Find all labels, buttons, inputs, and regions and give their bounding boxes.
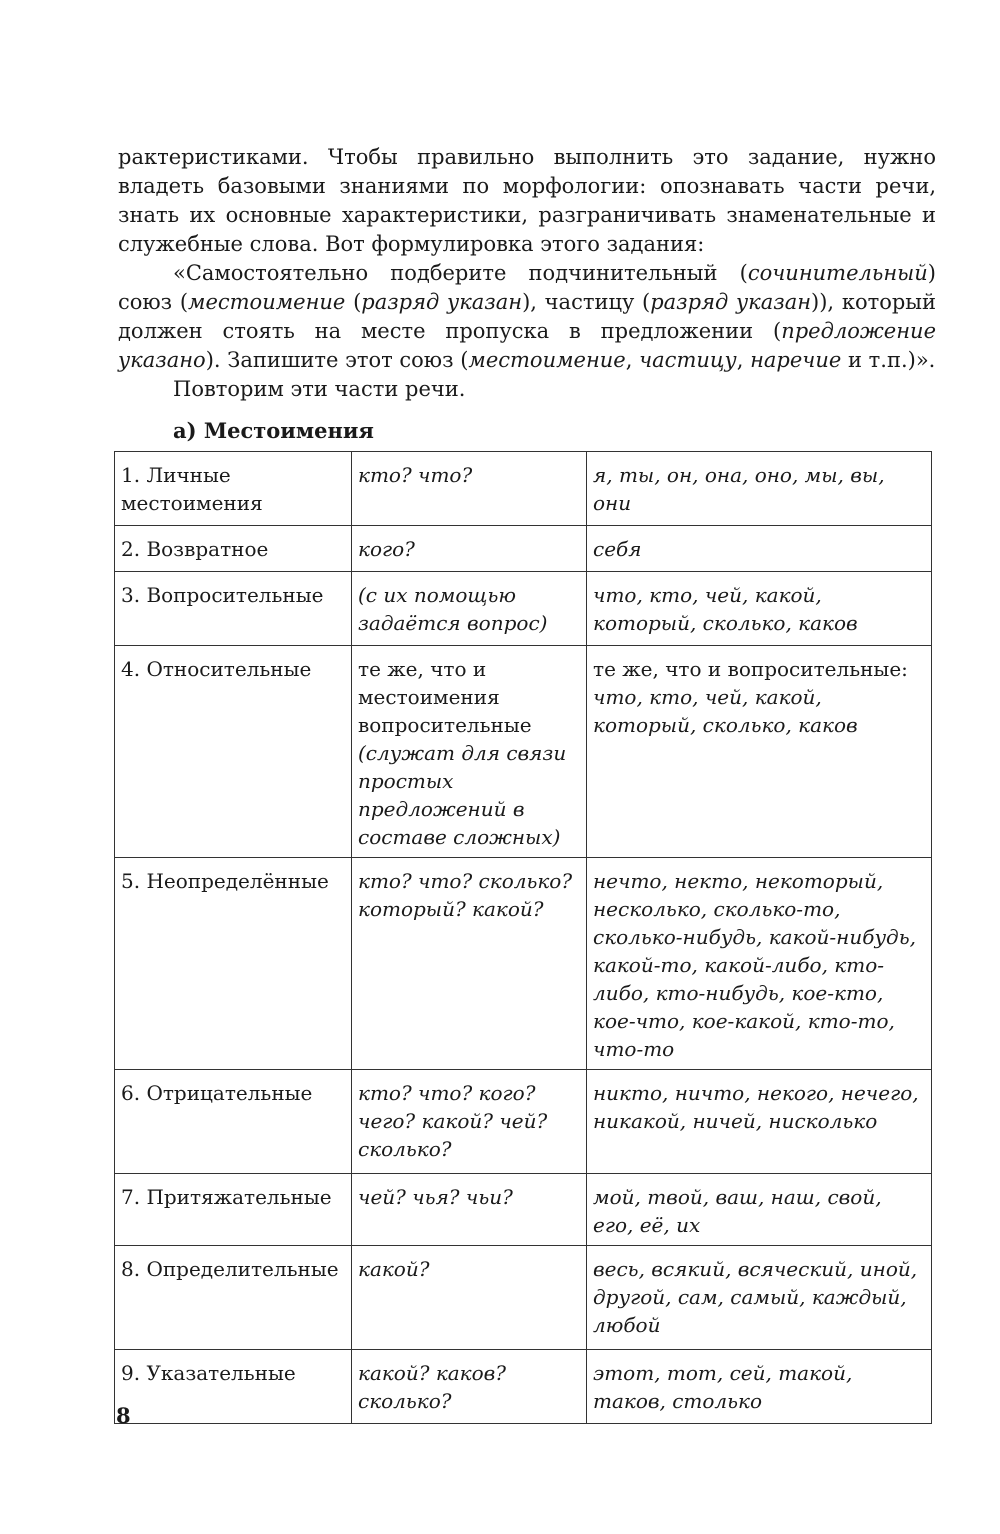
repeat-line: Повторим эти части речи. [173, 377, 466, 401]
category-cell: 7. Притяжательные [115, 1174, 352, 1246]
pronouns-table [114, 451, 932, 1424]
examples-cell: этот, тот, сей, такой, таков, столько [587, 1350, 932, 1424]
category-cell: 4. Относительные [115, 646, 352, 858]
examples-cell: никто, ничто, некого, нечего, никакой, ничей, нисколько [587, 1070, 932, 1174]
intro-paragraph: рактеристиками. Чтобы правильно выполнить это задание, нужно владеть базовыми знаниями по морфологии: опознавать части речи, знать их основные характеристики, разграничивать знаменательные и служебные слова. Вот формулировка этого задания: [118, 145, 936, 256]
examples-cell: мой, твой, ваш, наш, свой, его, её, их [587, 1174, 932, 1246]
table-row [115, 1350, 932, 1424]
category-cell: 3. Вопросительные [115, 572, 352, 646]
category-cell: 8. Определительные [115, 1246, 352, 1350]
examples-cell: нечто, некто, некоторый, несколько, сколько-то, сколько-нибудь, какой-нибудь, какой-то, какой-либо, кто-либо, кто-нибудь, кое-кто, кое-что, кое-какой, кто-то, что-то [587, 858, 932, 1070]
examples-cell: весь, всякий, всяческий, иной, другой, сам, самый, каждый, любой [587, 1246, 932, 1350]
table-row [115, 526, 932, 572]
table-row [115, 858, 932, 1070]
question-cell: чей? чья? чьи? [352, 1174, 587, 1246]
question-cell: кто? что? сколько? который? какой? [352, 858, 587, 1070]
task-quote: «Самостоятельно подберите подчинительный (сочинительный) союз (местоимение (разряд указан), частицу (разряд указан)), который должен стоять на месте пропуска в предложении (предложение указано). Запишите этот союз (местоимение, частицу, наречие и т.п.)». [118, 261, 936, 372]
table-row [115, 452, 932, 526]
category-cell: 6. Отрицательные [115, 1070, 352, 1174]
text-block [118, 143, 936, 445]
question-cell: кого? [352, 526, 587, 572]
category-cell: 5. Неопределённые [115, 858, 352, 1070]
category-cell: 9. Указательные [115, 1350, 352, 1424]
question-cell: какой? каков? сколько? [352, 1350, 587, 1424]
examples-cell: что, кто, чей, какой, который, сколько, каков [587, 572, 932, 646]
table-row [115, 1246, 932, 1350]
category-cell: 1. Личные местоимения [115, 452, 352, 526]
question-cell: (с их помощью задаётся вопрос) [352, 572, 587, 646]
question-cell: те же, что и местоимения вопросительные (служат для связи простых предложений в составе сложных) [352, 646, 587, 858]
examples-cell: я, ты, он, она, оно, мы, вы, они [587, 452, 932, 526]
table-row [115, 1070, 932, 1174]
question-cell: какой? [352, 1246, 587, 1350]
category-cell: 2. Возвратное [115, 526, 352, 572]
section-title: а) Местоимения [173, 418, 374, 443]
page-number: 8 [116, 1403, 131, 1428]
examples-cell: те же, что и вопросительные: что, кто, чей, какой, который, сколько, каков [587, 646, 932, 858]
question-cell: кто? что? кого? чего? какой? чей? сколько? [352, 1070, 587, 1174]
table-row [115, 572, 932, 646]
examples-cell: себя [587, 526, 932, 572]
table-row [115, 1174, 932, 1246]
question-cell: кто? что? [352, 452, 587, 526]
table-row [115, 646, 932, 858]
